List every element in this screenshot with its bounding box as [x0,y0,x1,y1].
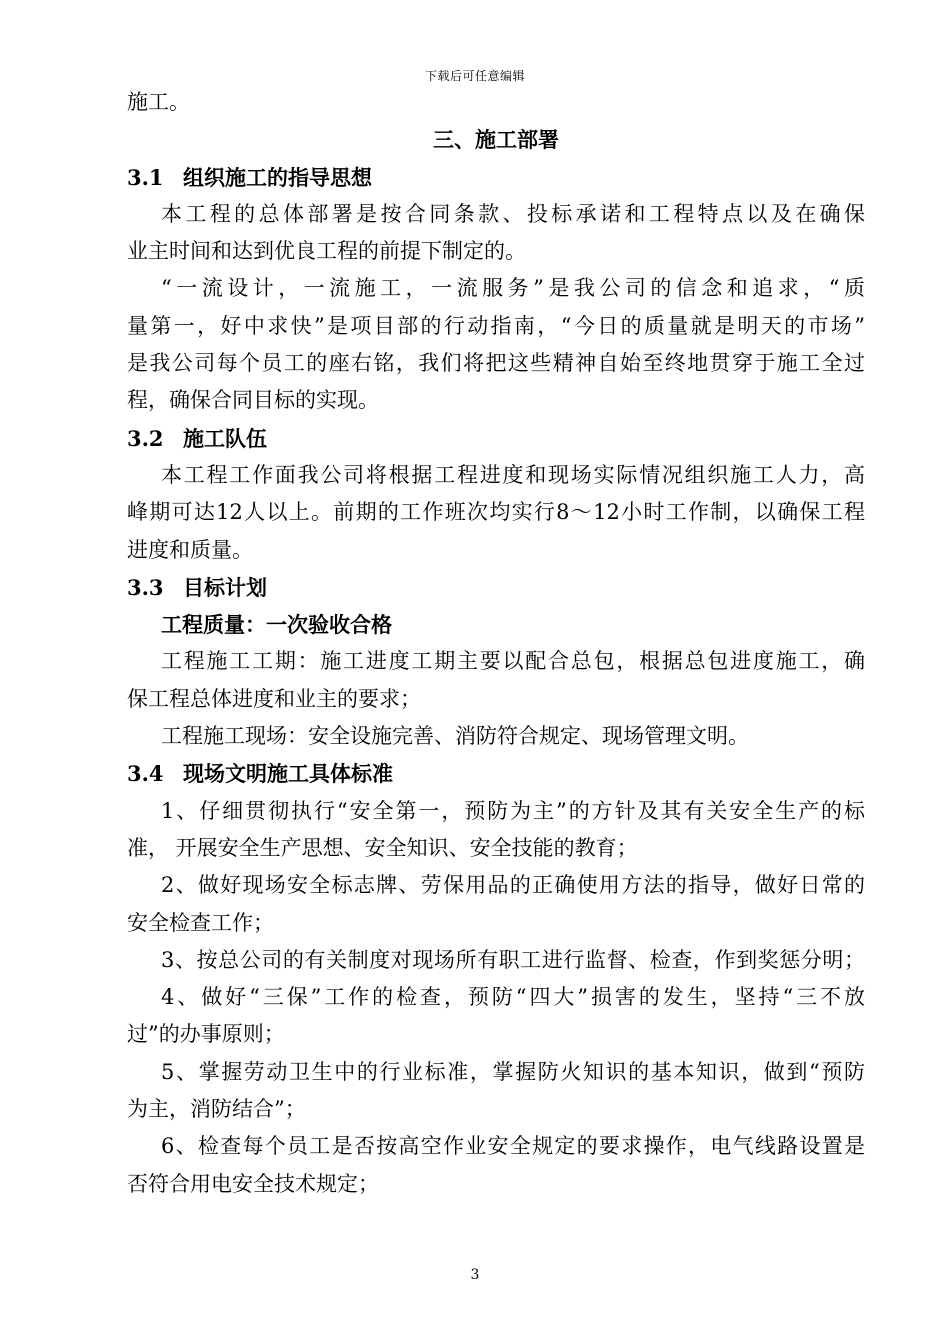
heading-text: 现场文明施工具体标准 [183,761,393,787]
heading-text: 组织施工的指导思想 [183,164,372,190]
heading-text: 目标计划 [183,574,267,600]
list-item-line: 3、按总公司的有关制度对现场所有职工进行监督、检查，作到奖惩分明； [161,947,865,972]
list-item-line: 4、做好“三保”工作的检查，预防“四大”损害的发生，坚持“三不放 [161,985,865,1010]
heading-number: 3.1 [127,164,164,190]
paragraph-line: 工程施工现场：安全设施完善、消防符合规定、现场管理文明。 [161,724,749,749]
paragraph-line: 本工程工作面我公司将根据工程进度和现场实际情况组织施工人力，高 [161,462,865,487]
list-item-line: 否符合用电安全技术规定； [127,1171,379,1196]
list-item-line: 5、掌握劳动卫生中的行业标准，掌握防火知识的基本知识，做到“预防 [161,1059,865,1084]
paragraph-line: 进度和质量。 [127,537,253,562]
paragraph-line: 峰期可达12人以上。前期的工作班次均实行8～12小时工作制，以确保工程 [127,500,865,525]
document-body [127,84,865,1203]
paragraph-line: 程，确保合同目标的实现。 [127,388,379,413]
list-item-line: 为主，消防结合”； [127,1097,306,1122]
paragraph-line: 是我公司每个员工的座右铭，我们将把这些精神自始至终地贯穿于施工全过 [127,351,865,376]
subsection-heading-3-2 [127,420,865,457]
list-item-line: 过”的办事原则； [127,1022,285,1047]
subsection-heading-3-4 [127,755,865,792]
list-item-line: 6、检查每个员工是否按高空作业安全规定的要求操作，电气线路设置是 [161,1134,865,1159]
page-number: 3 [470,1267,480,1283]
heading-number: 3.3 [127,574,164,600]
paragraph-line: “一流设计，一流施工，一流服务”是我公司的信念和追求，“质 [161,276,865,301]
list-item-line: 1、仔细贯彻执行“安全第一，预防为主”的方针及其有关安全生产的标 [161,798,865,823]
subsection-heading-3-1 [127,159,865,196]
list-item-line: 准， 开展安全生产思想、安全知识、安全技能的教育； [127,835,638,860]
paragraph-line: 业主时间和达到优良工程的前提下制定的。 [127,239,526,264]
heading-number: 3.4 [127,761,164,787]
list-item-line: 安全检查工作； [127,910,274,935]
paragraph-line: 保工程总体进度和业主的要求； [127,686,421,711]
paragraph-line: 量第一，好中求快”是项目部的行动指南，“今日的质量就是明天的市场” [127,313,865,338]
heading-text: 施工队伍 [183,425,267,451]
section-title: 三、施工部署 [433,127,559,153]
heading-number: 3.2 [127,425,164,451]
quality-goal: 工程质量：一次验收合格 [161,612,392,638]
list-item-line: 2、做好现场安全标志牌、劳保用品的正确使用方法的指导，做好日常的 [161,873,865,898]
paragraph-line: 工程施工工期：施工进度工期主要以配合总包，根据总包进度施工，确 [161,649,865,674]
paragraph-line: 本工程的总体部署是按合同条款、投标承诺和工程特点以及在确保 [161,201,865,226]
subsection-heading-3-3 [127,569,865,606]
paragraph-line: 施工。 [127,90,190,114]
page-header: 下载后可任意编辑 [424,69,525,83]
